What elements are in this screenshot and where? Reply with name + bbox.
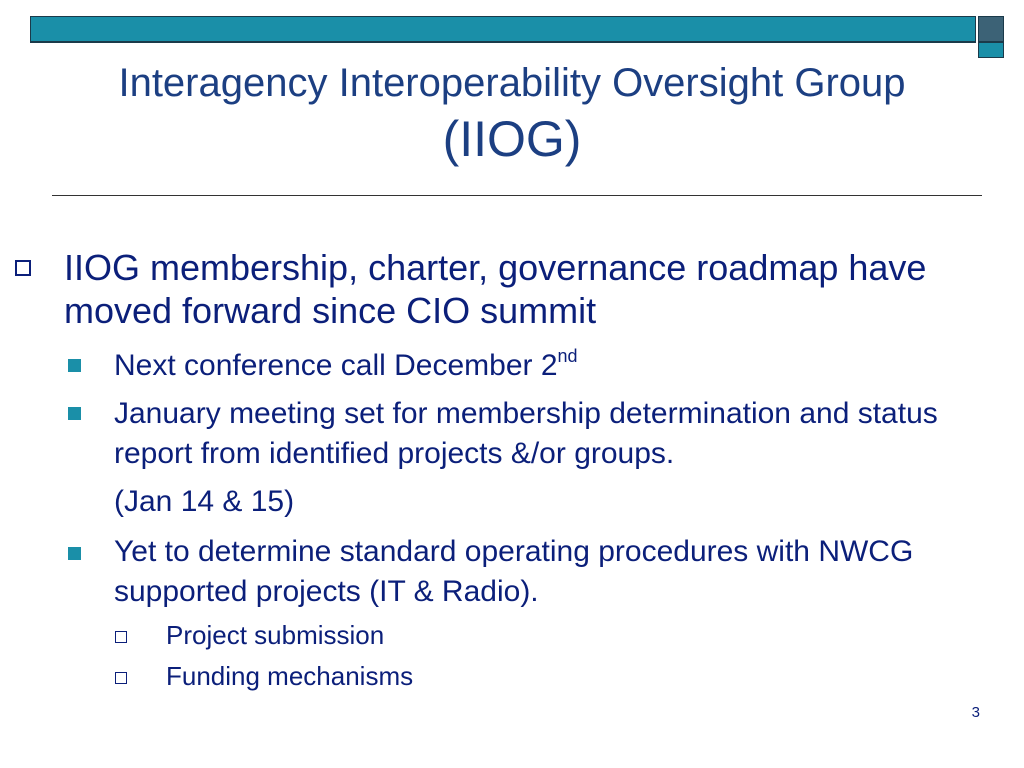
main-bullet-text: IIOG membership, charter, governance roadmap have moved forward since CIO summit (64, 247, 927, 331)
header-square-dark (978, 16, 1004, 42)
sub-bullet-conference-call-text: Next conference call December 2 (114, 349, 558, 382)
filled-square-bullet-icon (68, 407, 81, 420)
hollow-square-bullet-icon (115, 672, 127, 684)
page-number: 3 (971, 704, 980, 721)
filled-square-bullet-icon (68, 547, 81, 560)
hollow-square-bullet-icon (15, 260, 31, 276)
hollow-square-bullet-icon (115, 631, 127, 643)
header-underline (30, 42, 976, 59)
title-divider (52, 195, 982, 196)
slide-title-line1: Interagency Interoperability Oversight Group (118, 61, 906, 105)
subsub-bullet-project-submission: Project submission (166, 620, 385, 650)
header-square-light (978, 42, 1004, 58)
slide-title (40, 58, 984, 170)
sub-bullet-operating-procedures: Yet to determine standard operating procedures with NWCG supported projects (IT & Radio). (114, 535, 914, 608)
sub-bullet-conference-call (114, 346, 1004, 386)
subsub-bullet-funding-mechanisms: Funding mechanisms (166, 661, 414, 691)
ordinal-suffix: nd (557, 346, 578, 366)
sub-bullet-january-dates: (Jan 14 & 15) (114, 485, 295, 518)
filled-square-bullet-icon (68, 359, 81, 372)
slide-title-line2: (IIOG) (442, 111, 582, 167)
header-bar (30, 16, 976, 42)
sub-bullet-january-meeting: January meeting set for membership determination and status report from identified projects &/or groups. (114, 397, 938, 470)
